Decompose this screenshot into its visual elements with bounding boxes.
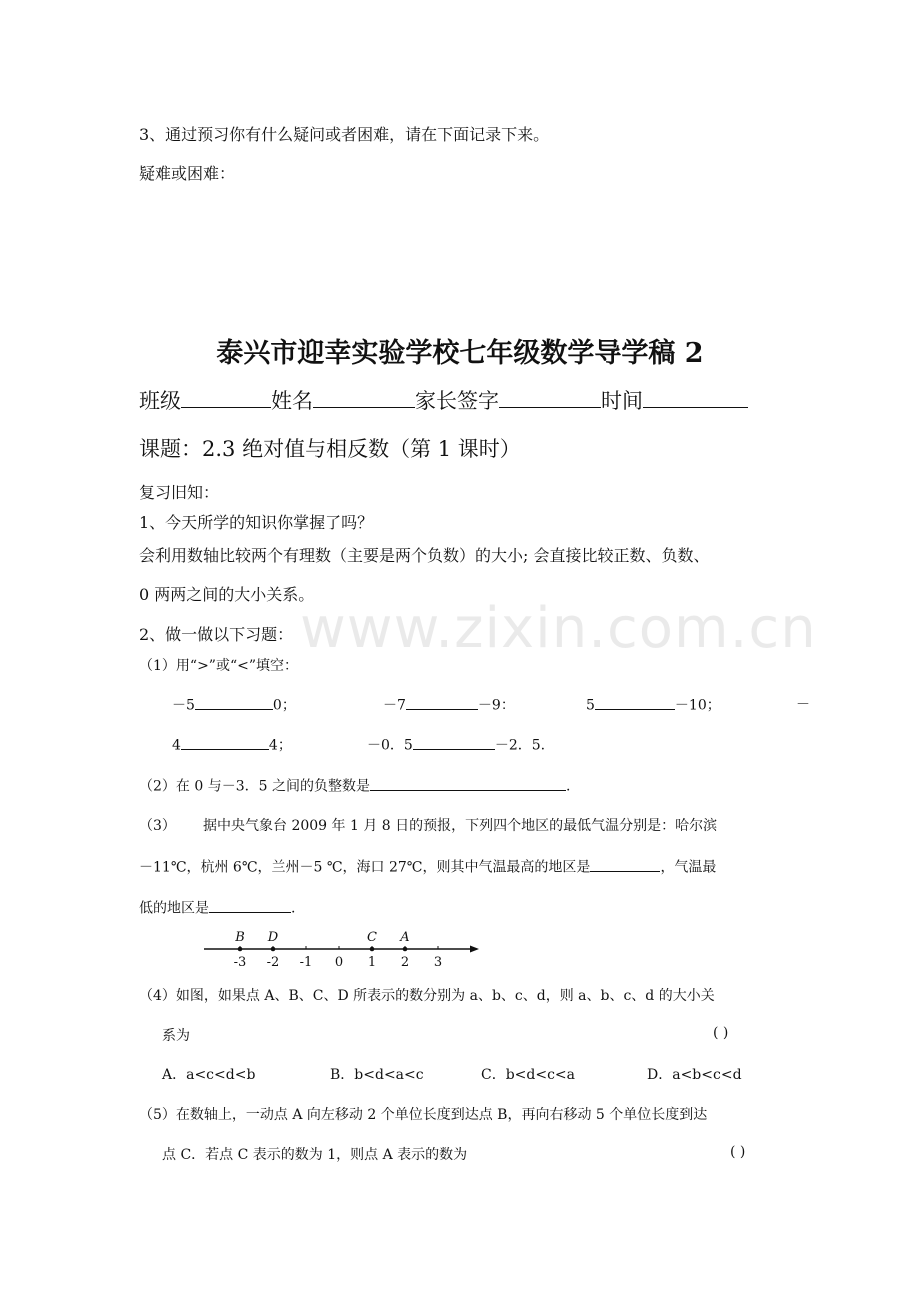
ex4-line-1: （4）如图，如果点 A、B、C、D 所表示的数分别为 a、b、c、d，则 a、b、c、d 的大小关 (139, 988, 715, 1004)
ex1-item-1-right: 0； (272, 697, 296, 714)
ex3-line-3-end: . (291, 900, 296, 917)
lesson-topic: 课题：2.3 绝对值与相反数（第 1 课时） (139, 437, 521, 461)
difficulty-label: 疑难或困难： (139, 164, 236, 183)
ex1-item-4-right: 4； (268, 737, 292, 754)
ex4-option-a: A．a<c<d<b (162, 1067, 256, 1083)
ex5-line-1: （5）在数轴上，一动点 A 向左移动 2 个单位长度到达点 B，再向右移动 5 个单位长度到达 (139, 1107, 708, 1123)
tick-label: -1 (299, 955, 313, 970)
ex2-end: . (565, 778, 571, 795)
ex2-blank[interactable] (370, 775, 566, 791)
ex1-item-2 (383, 694, 515, 715)
ex3-line-2-text: －11℃，杭州 6℃，兰州－5 ℃，海口 27℃，则其中气温最高的地区是 (139, 859, 591, 876)
ex4-option-d: D．a<b<c<d (647, 1067, 742, 1083)
info-line (139, 385, 748, 415)
ex1-item-1-blank[interactable] (195, 694, 273, 710)
parent-signature-label: 家长签字 (415, 389, 499, 414)
ex1-item-5-right: －2．5. (494, 737, 546, 754)
section3-question: 3、通过预习你有什么疑问或者困难，请在下面记录下来。 (139, 125, 550, 144)
ex3-prefix: （3） (139, 818, 176, 834)
ex1-prompt: （1）用“>”或“<”填空： (139, 658, 298, 674)
review-q1-text-1: 会利用数轴比较两个有理数（主要是两个负数）的大小; 会直接比较正数、负数、 (139, 546, 710, 565)
name-label: 姓名 (271, 389, 313, 414)
ex1-item-2-blank[interactable] (406, 694, 478, 710)
ex4-option-c: C．b<d<c<a (481, 1067, 576, 1083)
tick-label: -2 (266, 955, 280, 970)
ex4-line-2: 系为 (162, 1028, 190, 1044)
watermark: www.zixin.com.cn (300, 596, 817, 661)
ex2-prompt: （2）在 0 与－3．5 之间的负整数是 (139, 778, 370, 795)
ex1-item-3-right: －10； (674, 697, 721, 714)
ex3-line-2 (139, 856, 716, 877)
parent-signature-blank[interactable] (499, 385, 601, 408)
review-q2: 2、做一做以下习题： (139, 625, 294, 644)
point-c-dot (370, 947, 375, 952)
point-c-label: C (367, 930, 377, 945)
point-a-label: A (400, 930, 410, 945)
review-q1-text-2: 0 两两之间的大小关系。 (139, 585, 315, 604)
ex3-line-1: 据中央气象台 2009 年 1 月 8 日的预报，下列四个地区的最低气温分别是：哈尔滨 (203, 818, 718, 834)
ex5-line-2: 点 C．若点 C 表示的数为 1，则点 A 表示的数为 (162, 1147, 468, 1163)
ex1-item-2-left: －7 (383, 697, 406, 714)
number-line-arrow (470, 946, 479, 953)
ex3-highest-blank[interactable] (590, 856, 660, 872)
tick-label: 3 (433, 955, 443, 970)
point-b-label: B (235, 930, 245, 945)
time-blank[interactable] (643, 385, 748, 408)
ex2-line (139, 775, 570, 796)
ex3-line-3-text: 低的地区是 (139, 900, 209, 917)
review-heading: 复习旧知： (139, 483, 220, 502)
page-title: 泰兴市迎幸实验学校七年级数学导学稿 2 (216, 338, 704, 369)
tick-label: 2 (400, 955, 410, 970)
number-line-figure (200, 926, 485, 972)
ex1-item-3 (586, 694, 721, 715)
ex1-item-4 (172, 734, 292, 755)
point-d-dot (271, 947, 276, 952)
name-blank[interactable] (313, 385, 415, 408)
ex1-item-3-blank[interactable] (595, 694, 675, 710)
tick-label: 1 (367, 955, 377, 970)
ex1-item-3-left: 5 (586, 697, 595, 714)
class-label: 班级 (139, 389, 181, 414)
ex1-item-1 (172, 694, 296, 715)
ex3-line-2-end: ，气温最 (660, 859, 717, 876)
tick-label: 0 (334, 955, 344, 970)
ex3-line-3 (139, 897, 295, 918)
ex1-item-4-left: 4 (172, 737, 181, 754)
ex3-lowest-blank[interactable] (209, 897, 291, 913)
ex1-item-5-left: －0．5 (367, 737, 413, 754)
ex4-answer-paren[interactable]: ( ) (713, 1025, 729, 1041)
point-b-dot (238, 947, 243, 952)
review-q1: 1、今天所学的知识你掌握了吗？ (139, 513, 374, 532)
ex1-item-1-left: －5 (172, 697, 195, 714)
ex4-option-b: B．b<d<a<c (330, 1067, 424, 1083)
time-label: 时间 (601, 389, 643, 414)
ex1-item-5-blank[interactable] (413, 734, 495, 750)
ex1-item-2-right: －9： (477, 697, 515, 714)
ex5-answer-paren[interactable]: ( ) (730, 1144, 746, 1160)
point-a-dot (403, 947, 408, 952)
ex1-row1-tail: － (796, 697, 810, 713)
ex1-item-4-blank[interactable] (181, 734, 269, 750)
class-blank[interactable] (181, 385, 271, 408)
point-d-label: D (267, 930, 279, 945)
ex1-item-5 (367, 734, 545, 755)
tick-label: -3 (233, 955, 247, 970)
